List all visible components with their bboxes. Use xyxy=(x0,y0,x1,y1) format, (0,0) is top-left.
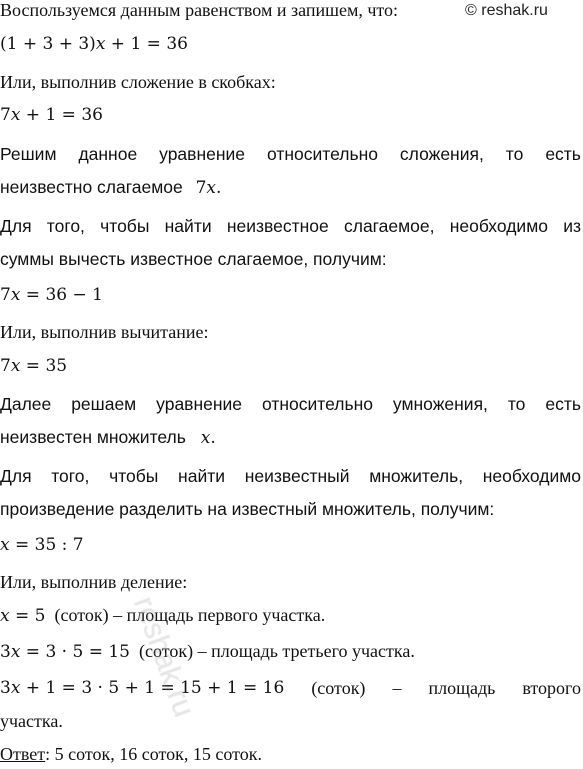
word: относительно xyxy=(266,144,378,164)
equation-line-16: 𝑥 = 35 : 7 xyxy=(0,535,84,555)
word: решаем xyxy=(71,394,137,414)
word: того, xyxy=(46,216,85,236)
line-text: (соток) – площадь третьего участка. xyxy=(138,641,415,661)
word: уравнение xyxy=(156,394,243,414)
word: найти xyxy=(178,466,226,486)
line-text: неизвестно слагаемое xyxy=(0,177,183,197)
text-line-6 xyxy=(0,173,221,202)
text-line-21: участка. xyxy=(0,711,63,731)
word: необходимо xyxy=(482,466,581,486)
word: то xyxy=(505,144,524,164)
word: слагаемое, xyxy=(343,216,435,236)
text-line-17: Или, выполнив деление: xyxy=(0,572,188,592)
text-line-18 xyxy=(0,601,325,631)
word: чтобы xyxy=(100,216,150,236)
text-line-1: Воспользуемся данным равенством и запишем, что: xyxy=(0,0,399,20)
text-line-20 xyxy=(0,674,581,702)
inline-math: 3𝑥 + 1 = 3 · 5 + 1 = 15 + 1 = 16 xyxy=(0,678,285,698)
equation-line-4: 7𝑥 + 1 = 36 xyxy=(0,105,103,125)
inline-math: 7𝑥. xyxy=(195,178,222,198)
text-line-13 xyxy=(0,423,216,452)
word: найти xyxy=(164,216,212,236)
word: неизвестное xyxy=(226,216,329,236)
word: Далее xyxy=(0,394,52,414)
text-line-3: Или, выполнив сложение в скобках: xyxy=(0,72,276,92)
word: относительно xyxy=(261,394,373,414)
line-text: (соток) – площадь первого участка. xyxy=(54,605,326,625)
word: есть xyxy=(545,144,581,164)
word: – xyxy=(392,678,402,698)
word: данное xyxy=(78,144,138,164)
word: необходимо xyxy=(449,216,548,236)
word: есть xyxy=(545,394,581,414)
copyright-credit: © reshak.ru xyxy=(465,2,548,19)
answer-line xyxy=(0,740,262,768)
text-line-12 xyxy=(0,390,581,418)
word: второго xyxy=(522,678,581,698)
text-line-10: Или, выполнив вычитание: xyxy=(0,322,209,342)
word: площадь xyxy=(428,678,496,698)
equation-line-9: 7𝑥 = 36 − 1 xyxy=(0,285,103,305)
text-line-5 xyxy=(0,140,581,168)
text-line-14 xyxy=(0,462,581,490)
word: чтобы xyxy=(109,466,159,486)
text-line-15: произведение разделить на известный множитель, получим: xyxy=(0,499,495,519)
inline-math: 3𝑥 = 3 · 5 = 15 xyxy=(0,642,130,662)
word: (соток) xyxy=(311,678,366,698)
word: неизвестный xyxy=(244,466,350,486)
word: Для xyxy=(0,466,32,486)
word: из xyxy=(563,216,581,236)
word: уравнение xyxy=(159,144,246,164)
answer-label: Ответ xyxy=(0,744,46,764)
word: умножения, xyxy=(392,394,488,414)
equation-line-11: 7𝑥 = 35 xyxy=(0,356,68,376)
word: Для xyxy=(0,216,32,236)
word: сложения, xyxy=(399,144,484,164)
word: Решим xyxy=(0,144,57,164)
word: то xyxy=(507,394,526,414)
inline-math: 𝑥. xyxy=(200,428,216,448)
text-line-8: суммы вычесть известное слагаемое, получим: xyxy=(0,249,387,269)
inline-math: 𝑥 = 5 xyxy=(0,606,46,626)
text-line-19 xyxy=(0,637,415,667)
word: множитель, xyxy=(369,466,464,486)
equation-line-2: (1 + 3 + 3)𝑥 + 1 = 36 xyxy=(0,34,188,54)
answer-text: : 5 соток, 16 соток, 15 соток. xyxy=(45,744,263,764)
text-line-7 xyxy=(0,212,581,240)
word: того, xyxy=(51,466,90,486)
watermark-text: reshak.ru xyxy=(127,592,201,722)
line-text: неизвестен множитель xyxy=(0,427,186,447)
